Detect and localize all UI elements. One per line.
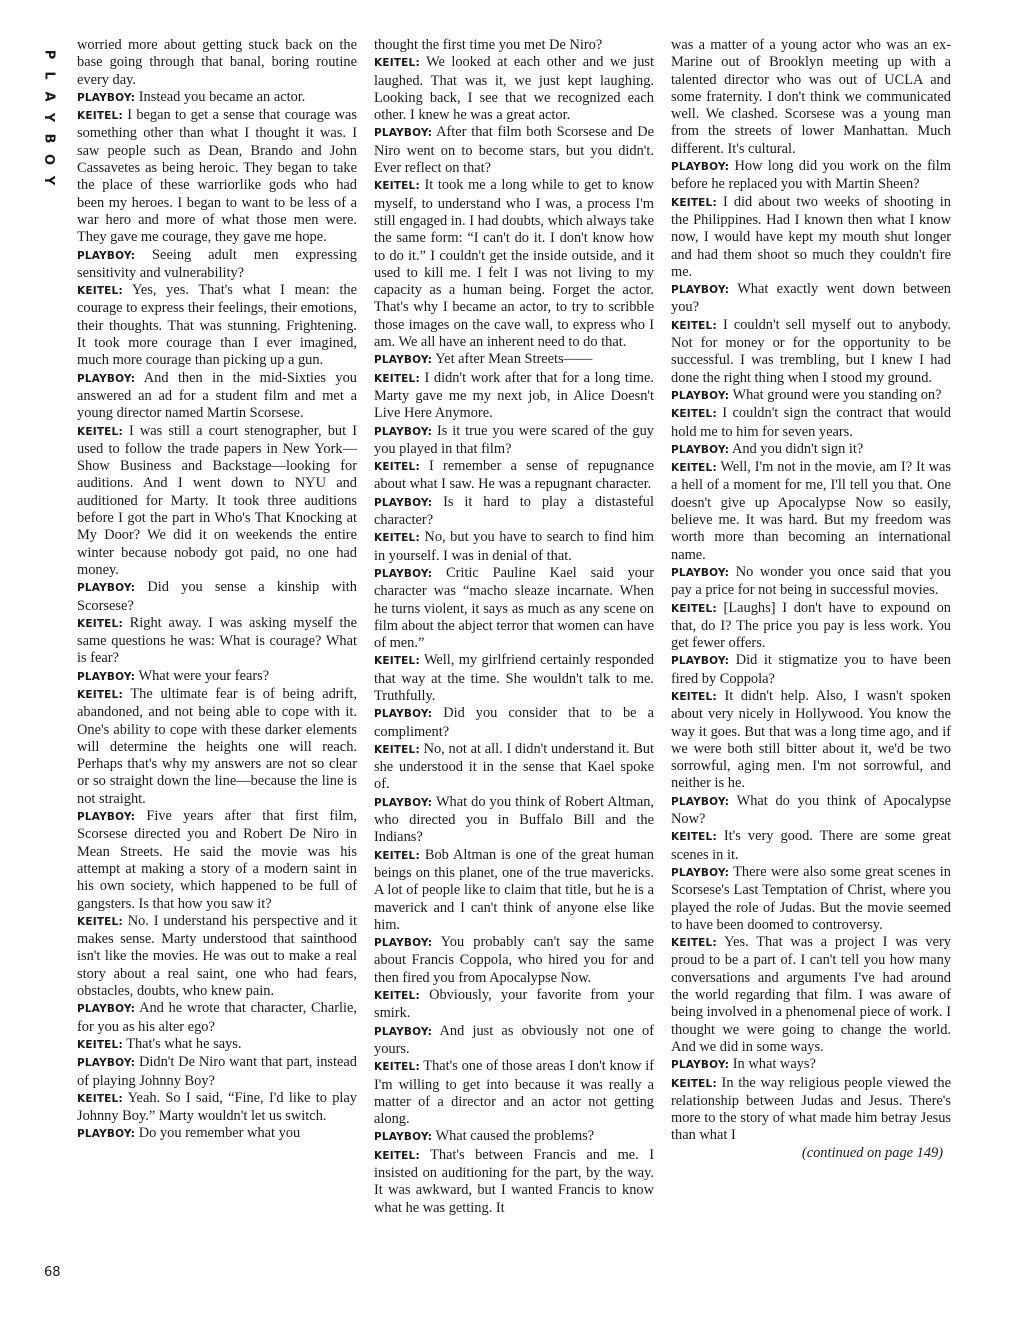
speaker-label: KEITEL: — [77, 1092, 123, 1105]
speaker-label: KEITEL: — [671, 831, 717, 844]
interview-paragraph — [77, 247, 357, 283]
brand-letter: Y — [41, 112, 57, 123]
interview-paragraph — [671, 1056, 951, 1074]
speaker-label: PLAYBOY: — [374, 496, 433, 509]
interview-paragraph — [671, 688, 951, 793]
interview-paragraph — [374, 54, 654, 124]
paragraph-text: It's very good. There are some great scenes in it. — [671, 828, 951, 863]
paragraph-text: I did about two weeks of shooting in the Philippines. Had I known then what I know now, I would have kept my mouth shut longer and had them shoot so much they couldn't fire me. — [671, 193, 951, 280]
interview-paragraph — [374, 987, 654, 1023]
interview-paragraph — [77, 107, 357, 246]
speaker-label: KEITEL: — [77, 915, 123, 928]
paragraph-text: What caused the problems? — [435, 1128, 595, 1145]
paragraph-text: That's between Francis and me. I insisted on auditioning for the part, by the way. It was awkward, but I wanted Francis to know what he was getting. It — [374, 1146, 655, 1216]
speaker-label: PLAYBOY: — [77, 582, 136, 595]
continued-note: (continued on page 149) — [801, 1144, 943, 1161]
interview-paragraph — [77, 686, 357, 808]
interview-paragraph — [671, 441, 951, 459]
speaker-label: PLAYBOY: — [77, 249, 136, 262]
paragraph-text: That's what he says. — [126, 1035, 242, 1052]
speaker-label: PLAYBOY: — [77, 372, 136, 385]
interview-paragraph — [671, 600, 951, 653]
paragraph-text: Five years after that first film, Scorsese directed you and Robert De Niro in Mean Streets. He said the movie was his attempt at making a story of a modern saint in his own society, which happened to be full of gangsters. Is that how you saw it? — [77, 808, 357, 912]
interview-paragraph — [77, 89, 357, 107]
interview-paragraph — [671, 652, 951, 688]
paragraph-text: Did you sense a kinship with Scorsese? — [77, 579, 357, 614]
interview-paragraph — [77, 423, 357, 580]
speaker-label: KEITEL: — [671, 319, 717, 332]
speaker-label: PLAYBOY: — [671, 655, 730, 668]
paragraph-text: In what ways? — [732, 1056, 816, 1073]
interview-paragraph — [374, 177, 654, 351]
interview-paragraph — [77, 1054, 357, 1090]
speaker-label: PLAYBOY: — [671, 284, 730, 297]
speaker-label: PLAYBOY: — [77, 811, 136, 824]
speaker-label: KEITEL: — [374, 1061, 420, 1074]
speaker-label: PLAYBOY: — [77, 1003, 136, 1016]
interview-paragraph — [77, 282, 357, 369]
paragraph-text: What do you think of Apocalypse Now? — [671, 792, 951, 828]
interview-paragraph — [77, 370, 357, 423]
interview-paragraph — [374, 934, 654, 987]
interview-paragraph — [671, 387, 951, 405]
paragraph-text: No. I understand his perspective and it makes sense. Marty understood that sainthood isn't like the movies. He was out to make a real story about a real saint, one who had fears, obstacles, doubts, who knew pain. — [77, 912, 357, 1000]
paragraph-text: Yet after Mean Streets—— — [435, 351, 593, 368]
speaker-label: PLAYBOY: — [374, 567, 433, 580]
speaker-label: PLAYBOY: — [671, 795, 730, 808]
paragraph-text: What do you think of Robert Altman, who directed you in Buffalo Bill and the Indians? — [374, 793, 654, 846]
interview-paragraph — [374, 1128, 654, 1146]
paragraph-text: No wonder you once said that you pay a price for not being in successful movies. — [671, 563, 951, 599]
interview-paragraph — [671, 1075, 951, 1145]
interview-paragraph — [671, 317, 951, 387]
paragraph-text: I remember a sense of repugnance about what I saw. He was a repugnant character. — [374, 458, 654, 493]
paragraph-text: I didn't work after that for a long time. Marty gave me my next job, in Alice Doesn't Live Here Anymore. — [374, 369, 654, 422]
playboy-vertical-brand — [38, 44, 60, 191]
paragraph-text: Didn't De Niro want that part, instead of playing Johnny Boy? — [77, 1054, 357, 1089]
speaker-label: PLAYBOY: — [374, 796, 433, 809]
paragraph-text: How long did you work on the film before he replaced you with Martin Sheen? — [671, 158, 951, 193]
paragraph-text: We looked at each other and we just laughed. That was it, we just kept laughing. Looking back, I see that we recognized each other. I knew he was a great actor. — [374, 54, 655, 124]
interview-paragraph — [671, 194, 951, 281]
speaker-label: PLAYBOY: — [671, 566, 730, 579]
speaker-label: KEITEL: — [374, 1149, 420, 1162]
text-column-3 — [671, 37, 951, 1162]
brand-letter: Y — [41, 175, 57, 186]
interview-paragraph — [374, 423, 654, 459]
speaker-label: PLAYBOY: — [671, 443, 730, 456]
speaker-label: KEITEL: — [374, 655, 420, 668]
speaker-label: KEITEL: — [671, 690, 717, 703]
speaker-label: KEITEL: — [77, 425, 123, 438]
interview-paragraph — [374, 652, 654, 705]
interview-paragraph — [374, 565, 654, 652]
speaker-label: PLAYBOY: — [374, 425, 433, 438]
interview-paragraph — [671, 158, 951, 194]
interview-paragraph — [77, 668, 357, 686]
speaker-label: KEITEL: — [671, 408, 717, 421]
speaker-label: PLAYBOY: — [671, 389, 730, 402]
paragraph-text: What were your fears? — [138, 667, 270, 684]
paragraph-text: Did you consider that to be a compliment? — [374, 705, 654, 740]
interview-paragraph — [671, 459, 951, 564]
interview-paragraph — [77, 579, 357, 615]
interview-paragraph — [671, 405, 951, 441]
paragraph-text: I was still a court stenographer, but I used to follow the trade papers in New York—Show Business and Backstage—looking for auditions. And I went down to NYU and auditioned for Marty. It took three auditions before I got the part in Who's That Knocking at My Door? We did it on weekends the entire winter because nobody got paid, no one had money. — [77, 422, 357, 578]
speaker-label: KEITEL: — [671, 196, 717, 209]
interview-paragraph — [374, 794, 654, 847]
interview-paragraph — [77, 1090, 357, 1126]
interview-paragraph — [671, 37, 951, 158]
speaker-label: KEITEL: — [77, 688, 123, 701]
paragraph-text: Yeah. So I said, “Fine, I'd like to play Johnny Boy.” Marty wouldn't let us switch. — [77, 1089, 357, 1125]
interview-paragraph — [671, 864, 951, 934]
interview-paragraph — [671, 281, 951, 317]
interview-paragraph — [77, 37, 357, 89]
paragraph-text: I began to get a sense that courage was something other than what I thought it was. I saw people such as Dean, Brando and John Cassavetes as being heroic. They began to take the place of these warriorlike gods who had been my heroes. I began to want to be less of a war hero and more of what those men were. They gave me courage, they gave me hope. — [77, 107, 357, 246]
speaker-label: PLAYBOY: — [374, 1131, 433, 1144]
speaker-label: KEITEL: — [374, 532, 420, 545]
paragraph-text: [Laughs] I don't have to expound on that, do I? The price you pay is less work. You get fewer offers. — [671, 599, 951, 652]
interview-paragraph — [374, 124, 654, 177]
speaker-label: KEITEL: — [374, 57, 420, 70]
paragraph-text: And you didn't sign it? — [731, 440, 864, 457]
interview-paragraph — [77, 1036, 357, 1054]
paragraph-text: Seeing adult men expressing sensitivity and vulnerability? — [77, 246, 357, 281]
paragraph-text: Yes, yes. That's what I mean: the courage to express their feelings, their emotions, their thoughts. That was stunning. Frightening. It took more courage than I ever imagined, much more courage than picking up a gun. — [77, 282, 357, 369]
interview-paragraph — [77, 1000, 357, 1036]
speaker-label: KEITEL: — [77, 110, 123, 123]
paragraph-text: Well, my girlfriend certainly responded that way at the time. She wouldn't talk to me. Truthfully. — [374, 652, 654, 704]
paragraph-text: In the way religious people viewed the relationship between Judas and Jesus. There's more to the story of what made him betray Jesus than what I — [671, 1074, 951, 1144]
text-column-1 — [77, 37, 357, 1144]
speaker-label: KEITEL: — [374, 461, 420, 474]
brand-letter: A — [41, 91, 57, 102]
brand-letter: L — [41, 71, 57, 80]
speaker-label: PLAYBOY: — [77, 91, 136, 104]
paragraph-text: It took me a long while to get to know myself, to understand who I was, a process I'm still engaged in. I had doubts, which always take the same form: “I can't do it. I don't know how to do it.” I couldn't get the inside outside, and it used to kill me. I felt I was not living to my capacity as a human being. Forget the actor. That's why I became an actor, to try to scribble those images on the cave wall, to express who I am. We all have an inherent need to do that. — [374, 177, 654, 351]
paragraph-text: Instead you became an actor. — [138, 88, 306, 105]
speaker-label: PLAYBOY: — [374, 354, 433, 367]
interview-paragraph — [374, 494, 654, 530]
interview-paragraph — [77, 808, 357, 913]
paragraph-text: Did it stigmatize you to have been fired by Coppola? — [671, 652, 951, 687]
speaker-label: PLAYBOY: — [374, 708, 433, 721]
interview-paragraph — [374, 529, 654, 565]
paragraph-text: I couldn't sign the contract that would hold me to him for seven years. — [671, 405, 951, 440]
paragraph-text: It didn't help. Also, I wasn't spoken about very nicely in Hollywood. You know the way it goes. But that was a long time ago, and if we were both still bitter about it, we'd be two sorrowful, aging men. I'm not sorrowful, and neither is he. — [671, 687, 951, 792]
speaker-label: PLAYBOY: — [374, 937, 433, 950]
speaker-label: KEITEL: — [77, 617, 123, 630]
paragraph-text: was a matter of a young actor who was an ex-Marine out of Brooklyn meeting up with a talented director who was out of UCLA and some fraternity. I don't think we communicated well. We clashed. Scorsese was a young man from the streets of lower Manhattan. Much different. It's cultural. — [671, 37, 951, 157]
interview-paragraph — [374, 847, 654, 934]
speaker-label: PLAYBOY: — [77, 1128, 136, 1141]
interview-paragraph — [671, 564, 951, 600]
paragraph-text: thought the first time you met De Niro? — [374, 37, 603, 53]
interview-paragraph — [77, 615, 357, 668]
speaker-label: KEITEL: — [374, 180, 420, 193]
interview-paragraph — [374, 1147, 654, 1217]
speaker-label: KEITEL: — [374, 849, 420, 862]
speaker-label: PLAYBOY: — [374, 1025, 433, 1038]
interview-paragraph — [374, 458, 654, 494]
paragraph-text: And then in the mid-Sixties you answered an ad for a student film and met a young director named Martin Scorsese. — [77, 369, 357, 422]
paragraph-text: Well, I'm not in the movie, am I? It was a hell of a moment for me, I'll tell you that. One doesn't give up Apocalypse Now so easily, believe me. It was hard. But my freedom was worth more than becoming an international name. — [671, 459, 952, 563]
page-number: 68 — [44, 1265, 61, 1280]
paragraph-text: Obviously, your favorite from your smirk. — [374, 987, 654, 1022]
speaker-label: KEITEL: — [671, 1077, 717, 1090]
interview-paragraph — [374, 705, 654, 741]
paragraph-text: I couldn't sell myself out to anybody. Not for money or for the opportunity to be successful. I was trembling, but I knew I had done the right thing when I stood my ground. — [671, 316, 951, 386]
paragraph-text: No, but you have to search to find him in yourself. I was in denial of that. — [374, 529, 654, 564]
paragraph-text: And he wrote that character, Charlie, for you as his alter ego? — [77, 1000, 357, 1035]
paragraph-text: Is it hard to play a distasteful character? — [374, 493, 654, 529]
paragraph-text: Yes. That was a project I was very proud to be a part of. I can't tell you how many conversations and arguments I've had around the world regarding that film. I was aware of being involved in a phenomenal piece of work. I thought we were going to change the world. And we did in some ways. — [671, 934, 951, 1055]
paragraph-text: Bob Altman is one of the great human beings on this planet, one of the true mavericks. A lot of people like to claim that title, but he is a maverick and I can't think of anyone else like him. — [374, 846, 654, 933]
paragraph-text: Right away. I was asking myself the same questions he was: What is courage? What is fear? — [77, 614, 357, 667]
paragraph-text: What exactly went down between you? — [671, 281, 952, 316]
brand-letter: B — [41, 133, 57, 144]
paragraph-text: Is it true you were scared of the guy you played in that film? — [374, 422, 654, 457]
interview-paragraph — [671, 793, 951, 829]
speaker-label: KEITEL: — [374, 990, 420, 1003]
interview-paragraph — [374, 1023, 654, 1059]
paragraph-text: worried more about getting stuck back on the base going through that banal, boring routine every day. — [77, 37, 357, 88]
speaker-label: PLAYBOY: — [671, 1059, 730, 1072]
interview-paragraph — [671, 934, 951, 1056]
interview-paragraph — [374, 741, 654, 794]
paragraph-text: Critic Pauline Kael said your character was “macho sleaze incarnate. When he turns violent, it says as much as any scene on film about the abject terror that women can have of men.” — [374, 564, 654, 652]
paragraph-text: There were also some great scenes in Scorsese's Last Temptation of Christ, where you played the role of Judas. But the movie seemed to have been doomed to controversy. — [671, 863, 952, 933]
speaker-label: KEITEL: — [374, 372, 420, 385]
paragraph-text: And just as obviously not one of yours. — [374, 1022, 654, 1057]
paragraph-text: That's one of those areas I don't know if I'm willing to get into because it was really a matter of a director and an actor not getting along. — [374, 1058, 654, 1128]
paragraph-text: No, not at all. I didn't understand it. But she understood it in the sense that Kael spoke of. — [374, 740, 654, 793]
interview-paragraph — [374, 370, 654, 423]
speaker-label: PLAYBOY: — [671, 866, 730, 879]
text-column-2 — [374, 37, 654, 1217]
speaker-label: PLAYBOY: — [77, 1057, 136, 1070]
speaker-label: KEITEL: — [77, 1038, 123, 1051]
paragraph-text: After that film both Scorsese and De Niro went on to become stars, but you didn't. Ever reflect on that? — [374, 124, 654, 177]
interview-paragraph — [77, 1125, 357, 1143]
interview-paragraph — [77, 913, 357, 1000]
brand-letter: P — [41, 49, 57, 60]
speaker-label: KEITEL: — [671, 462, 717, 475]
interview-paragraph — [671, 828, 951, 864]
paragraph-text: You probably can't say the same about Francis Coppola, who hired you for and then fired you from Apocalypse Now. — [374, 934, 654, 986]
interview-paragraph — [374, 351, 654, 369]
interview-paragraph — [374, 37, 654, 54]
speaker-label: KEITEL: — [374, 743, 420, 756]
speaker-label: PLAYBOY: — [77, 670, 136, 683]
paragraph-text: Do you remember what you — [138, 1125, 301, 1142]
paragraph-text: What ground were you standing on? — [732, 386, 942, 403]
speaker-label: KEITEL: — [671, 602, 717, 615]
interview-paragraph — [374, 1058, 654, 1128]
speaker-label: PLAYBOY: — [671, 161, 730, 174]
paragraph-text: The ultimate fear is of being adrift, abandoned, and not being able to cope with it. One's ability to cope with these darker elements will determine the heights one will reach. Perhaps that's why my answers are not so clear or so straight down the line—because the line is not straight. — [77, 685, 357, 807]
speaker-label: PLAYBOY: — [374, 127, 433, 140]
speaker-label: KEITEL: — [77, 285, 123, 298]
brand-letter: O — [41, 153, 57, 166]
speaker-label: KEITEL: — [671, 937, 717, 950]
